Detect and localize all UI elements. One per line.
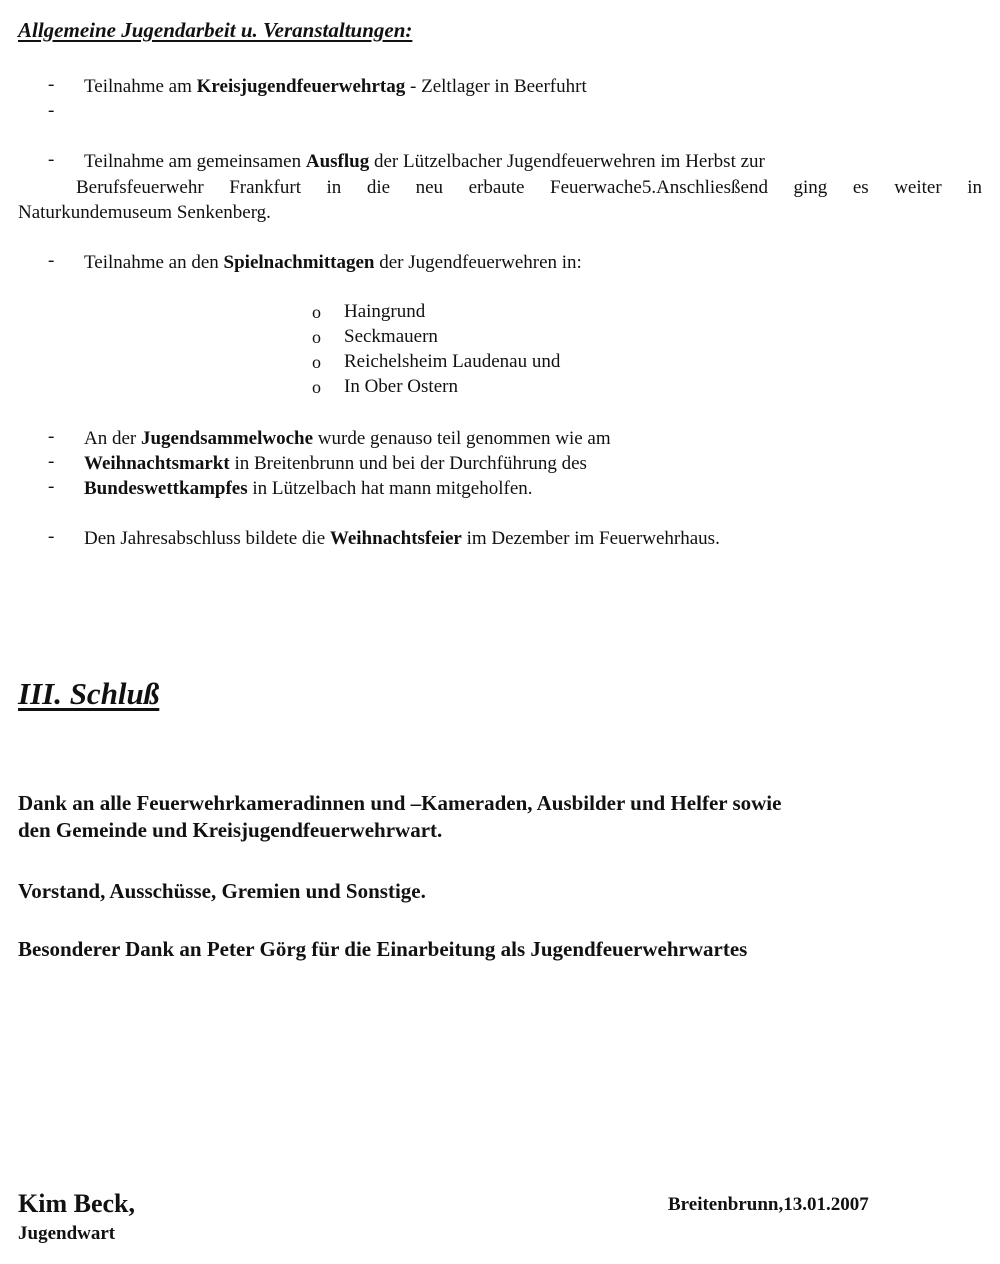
item-text: der Lützelbacher Jugendfeuerwehren im Herbst zur [369, 151, 765, 172]
item-bold-text: Kreisjugendfeuerwehrtag [196, 76, 406, 97]
item-bold-text: Ausflug [305, 151, 370, 172]
place-reichelsheim: Reichelsheim Laudenau und [344, 351, 561, 372]
list-item-ausflug-line3: Naturkundemuseum Senkenberg. [18, 202, 271, 223]
item-text: - Zeltlager in Beerfuhrt [405, 76, 587, 97]
item-text: im Dezember im Feuerwehrhaus. [461, 528, 720, 549]
thanks-kameraden-line1: Dank an alle Feuerwehrkameradinnen und –Kameraden, Ausbilder und Helfer sowie [18, 791, 782, 815]
section-heading-jugendarbeit: Allgemeine Jugendarbeit u. Veranstaltungen: [18, 18, 413, 42]
signature-role: Jugendwart [18, 1223, 116, 1244]
list-item-bundeswettkampf [84, 476, 533, 501]
thanks-kameraden-line2: den Gemeinde und Kreisjugendfeuerwehrwart. [18, 818, 443, 842]
list-dash: - [48, 426, 55, 447]
place-haingrund: Haingrund [344, 301, 426, 322]
place-ober-ostern: In Ober Ostern [344, 376, 458, 397]
item-text: Teilnahme am [84, 76, 197, 97]
list-dash: - [48, 250, 55, 271]
list-item-weihnachtsmarkt [84, 451, 587, 476]
item-text: wurde genauso teil genommen wie am [313, 428, 611, 449]
item-text: An der [84, 428, 141, 449]
item-text: Teilnahme an den [84, 252, 224, 273]
item-bold-text: Bundeswettkampfes [84, 478, 248, 499]
bullet-marker: o [312, 327, 321, 347]
item-text: Den Jahresabschluss bildete die [84, 528, 330, 549]
bullet-marker: o [312, 352, 321, 372]
item-bold-text: Weihnachtsfeier [329, 528, 462, 549]
section-heading-schluss: III. Schluß [18, 676, 160, 711]
item-text: der Jugendfeuerwehren in: [374, 252, 582, 273]
item-text: Teilnahme am gemeinsamen [84, 151, 306, 172]
item-bold-text: Weihnachtsmarkt [84, 453, 230, 474]
list-item-ausflug [84, 149, 765, 174]
place-date: Breitenbrunn,13.01.2007 [668, 1194, 869, 1215]
list-item-spielnachmittage [84, 250, 582, 275]
list-dash: - [48, 74, 55, 95]
list-item-kreisjugendfeuerwehrtag [84, 74, 587, 99]
list-dash: - [48, 476, 55, 497]
list-item-weihnachtsfeier [84, 526, 720, 551]
thanks-vorstand: Vorstand, Ausschüsse, Gremien und Sonstige. [18, 879, 426, 903]
list-item-jugendsammelwoche [84, 426, 611, 451]
item-text: in Lützelbach hat mann mitgeholfen. [247, 478, 533, 499]
bullet-marker: o [312, 302, 321, 322]
item-bold-text: Spielnachmittagen [223, 252, 375, 273]
thanks-peter-goerg: Besonderer Dank an Peter Görg für die Einarbeitung als Jugendfeuerwehrwartes [18, 937, 748, 961]
place-seckmauern: Seckmauern [344, 326, 438, 347]
list-dash: - [48, 526, 55, 547]
signature-name: Kim Beck, [18, 1189, 135, 1218]
list-item-ausflug-line2: Berufsfeuerwehr Frankfurt in die neu erbaute Feuerwache5.Anschliesßend ging es weiter in [76, 177, 982, 198]
list-dash: - [48, 149, 55, 170]
bullet-marker: o [312, 377, 321, 397]
item-bold-text: Jugendsammelwoche [140, 428, 314, 449]
list-dash: - [48, 451, 55, 472]
item-text: in Breitenbrunn und bei der Durchführung des [229, 453, 587, 474]
list-dash: - [48, 100, 55, 121]
